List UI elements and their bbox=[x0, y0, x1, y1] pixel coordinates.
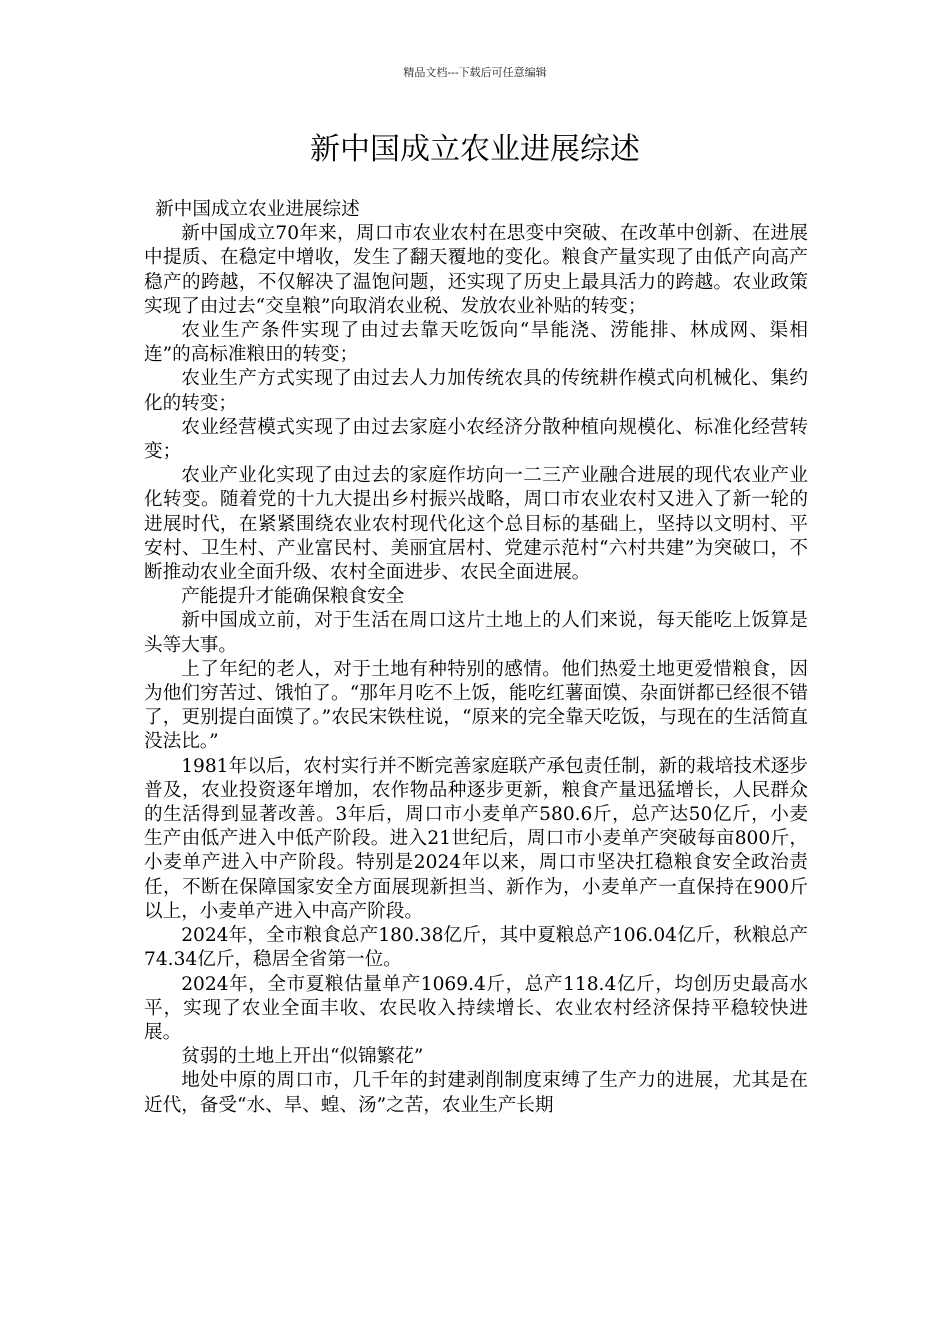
paragraph: 2024年，全市夏粮估量单产1069.4斤，总产118.4亿斤，均创历史最高水平，实现了农业全面丰收、农民收入持续增长、农业农村经济保持平稳较快进展。 bbox=[144, 973, 808, 1043]
paragraph: 新中国成立前，对于生活在周口这片土地上的人们来说，每天能吃上饭算是头等大事。 bbox=[144, 610, 808, 656]
document-subtitle: 新中国成立农业进展综述 bbox=[155, 199, 360, 220]
paragraph: 1981年以后，农村实行并不断完善家庭联产承包责任制，新的栽培技术逐步普及，农业投资逐年增加，农作物品种逐步更新，粮食产量迅猛增长，人民群众的生活得到显著改善。3年后，周口市小麦单产580.6斤，总产达50亿斤，小麦生产由低产进入中低产阶段。进入21世纪后，周口市小麦单产突破每亩800斤，小麦单产进入中产阶段。特别是2024年以来，周口市坚决扛稳粮食安全政治责任，不断在保障国家安全方面展现新担当、新作为，小麦单产一直保持在900斤以上，小麦单产进入中高产阶段。 bbox=[144, 755, 808, 922]
paragraph: 农业产业化实现了由过去的家庭作坊向一二三产业融合进展的现代农业产业化转变。随着党的十九大提出乡村振兴战略，周口市农业农村又进入了新一轮的进展时代，在紧紧围绕农业农村现代化这个总目标的基础上，坚持以文明村、平安村、卫生村、产业富民村、美丽宜居村、党建示范村“六村共建”为突破口，不断推动农业全面升级、农村全面进步、农民全面进展。 bbox=[144, 465, 808, 584]
paragraph: 地处中原的周口市，几千年的封建剥削制度束缚了生产力的进展，尤其是在近代，备受“水、旱、蝗、汤”之苦，农业生产长期 bbox=[144, 1070, 808, 1116]
paragraph: 农业生产条件实现了由过去靠天吃饭向“旱能浇、涝能排、林成网、渠相连”的高标准粮田的转变； bbox=[144, 320, 808, 366]
document-title: 新中国成立农业进展综述 bbox=[310, 132, 640, 167]
paragraph: 新中国成立70年来，周口市农业农村在思变中突破、在改革中创新、在进展中提质、在稳定中增收，发生了翻天覆地的变化。粮食产量实现了由低产向高产稳产的跨越，不仅解决了温饱问题，还实现了历史上最具活力的跨越。农业政策实现了由过去“交皇粮”向取消农业税、发放农业补贴的转变； bbox=[144, 223, 808, 317]
paragraph: 2024年，全市粮食总产180.38亿斤，其中夏粮总产106.04亿斤，秋粮总产74.34亿斤，稳居全省第一位。 bbox=[144, 925, 808, 971]
paragraph: 农业生产方式实现了由过去人力加传统农具的传统耕作模式向机械化、集约化的转变； bbox=[144, 368, 808, 414]
section-heading: 贫弱的土地上开出“似锦繁花” bbox=[181, 1046, 424, 1068]
page-header: 精品文档---下载后可任意编辑 bbox=[403, 66, 547, 79]
document-body bbox=[144, 198, 808, 1118]
paragraph: 上了年纪的老人，对于土地有种特别的感情。他们热爱土地更爱惜粮食，因为他们穷苦过、饿怕了。“那年月吃不上饭，能吃红薯面馍、杂面饼都已经很不错了，更别提白面馍了。”农民宋铁柱说，“原来的完全靠天吃饭，与现在的生活简直没法比。” bbox=[144, 658, 808, 753]
section-heading: 产能提升才能确保粮食安全 bbox=[181, 586, 405, 608]
paragraph: 农业经营模式实现了由过去家庭小农经济分散种植向规模化、标准化经营转变； bbox=[144, 416, 808, 463]
